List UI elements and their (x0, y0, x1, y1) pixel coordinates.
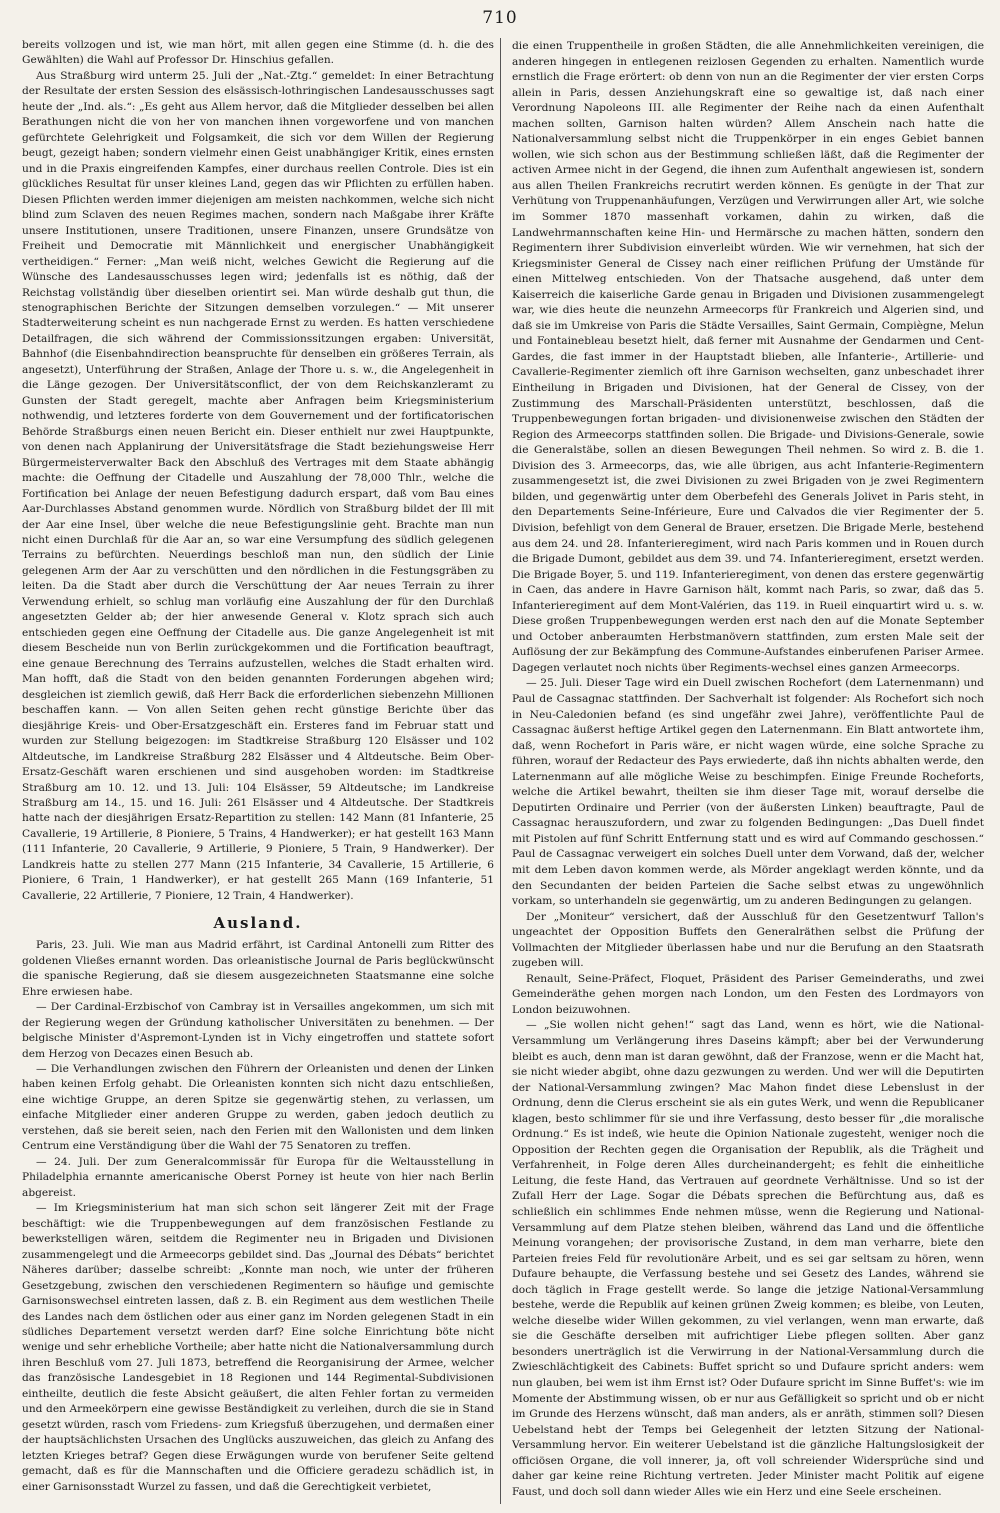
paragraph: — 25. Juli. Dieser Tage wird ein Duell zwischen Rochefort (dem Laternenmann) und Paul de Cassagnac stattfinden. Der Sachverhalt ist folgender: Als Rochefort sich noch in Neu-Caledonien befand (es sind ungefähr zwei Jahre), veröffentlichte Paul de Cassagnac äußerst heftige Artikel gegen den Laternenmann. Ein Blatt antwortete ihm, daß, wenn Rochefort in Paris wäre, er nicht wagen würde, eine solche Sprache zu führen, worauf der Redacteur des Pays erwiederte, daß ihn nichts abhalten werde, den Laternenmann auf alle mögliche Weise zu beschimpfen. Einige Freunde Rocheforts, welche die Artikel bewahrt, theilten sie ihm dieser Tage mit, worauf derselbe die Deputirten Ordinaire und Perrier (von der äußersten Linken) beauftragte, Paul de Cassagnac herauszufordern, und zwar zu folgenden Bedingungen: „Das Duell findet mit Pistolen auf fünf Schritt Entfernung statt und es wird auf Commando geschossen.“ Paul de Cassagnac verweigert ein solches Duell unter dem Vorwand, daß der, welcher mit dem Leben davon kommen werde, als Mörder angeklagt werden könnte, und da den Secundanten der beiden Parteien die Sache selbst etwas zu ungewöhnlich vorkam, so unterhandeln sie gegenwärtig, um zu anderen Bedingungen zu gelangen. (512, 676, 984, 908)
paragraph: — Im Kriegsministerium hat man sich schon seit längerer Zeit mit der Frage beschäftigt: wie die Truppenbewegungen auf dem französischen Festlande zu bewerkstelligen wären, seitdem die Regimenter neu in Brigaden und Divisionen zusammengelegt und die Armeecorps gebildet sind. Das „Journal des Débats“ berichtet Näheres darüber; dasselbe schreibt: „Konnte man noch, wie unter der früheren Gesetzgebung, zwischen den verschiedenen Regimentern so häufige und gemischte Garnisonswechsel eintreten lassen, daß z. B. ein Regiment aus dem westlichen Theile des Landes nach dem östlichen oder aus einer ganz im Norden gelegenen Stadt in ein südliches Departement versetzt werden darf? Eine solche Einrichtung böte nicht wenige und sehr erhebliche Vortheile; aber hatte nicht die Nationalversammlung durch ihren Beschluß vom 27. Juli 1873, betreffend die Reorganisirung der Armee, welcher das französische Landesgebiet in 18 Regionen und 144 Regimental-Subdivisionen eintheilte, deutlich die feste Absicht geäußert, die alten Fehler fortan zu vermeiden und den Armeekörpern eine gewisse Beständigkeit zu verleihen, durch die sie in Stand gesetzt würden, rasch vom Friedens- zum Kriegsfuß überzugehen, und dermaßen einer der hauptsächlichsten Ursachen des Unglücks auszuweichen, das gleich zu Anfang des letzten Krieges betraf? Gegen diese Erwägungen wurde von berufener Seite geltend gemacht, daß es für die Mannschaften und die Officiere geradezu schädlich ist, in einer Garnisonsstadt Wurzel zu fassen, und daß die Gerechtigkeit verbietet, (22, 1202, 494, 1493)
paragraph: — Der Cardinal-Erzbischof von Cambray ist in Versailles angekommen, um sich mit der Regierung wegen der Gründung katholischer Universitäten zu benehmen. — Der belgische Minister d'Aspremont-Lynden ist in Vichy eingetroffen und stattete sofort dem Herzog von Decazes einen Besuch ab. (22, 1001, 494, 1060)
paragraph: bereits vollzogen und ist, wie man hört, mit allen gegen eine Stimme (d. h. die des Gewählten) die Wahl auf Professor Dr. Hinschius gefallen. (22, 39, 494, 67)
paragraph: die einen Truppentheile in großen Städten, die alle Annehmlichkeiten vereinigen, die anderen hingegen in entlegenen reizlosen Gegenden zu erhalten. Namentlich wurde ernstlich die Frage erörtert: ob denn von nun an die Regimenter der vier ersten Corps allein in Paris, dessen Anziehungskraft eine so gewaltige ist, daß nach einer Verordnung Napoleons III. alle Regimenter der Reihe nach da einen Aufenthalt machen sollten, Garnison halten würden? Allem Anschein nach hatte die Nationalversammlung selbst nicht die Truppenkörper in ein enges Gebiet bannen wollen, wie sich schon aus der Bestimmung schließen läßt, daß die Regimenter der activen Armee nicht in der Gegend, die ihnen zum Aufenthalt angewiesen ist, sondern aus allen Theilen Frankreichs recrutirt werden können. Es genügte in der That zur Verhütung von Truppenanhäufungen, Verzügen und Verwirrungen aller Art, wie solche im Sommer 1870 massenhaft vorkamen, dahin zu wirken, daß die Landwehrmannschaften keine Hin- und Hermärsche zu machen hätten, sondern den Regimentern ihrer Subdivision einverleibt würden. Wie wir vernehmen, hat sich der Kriegsminister General de Cissey nach einer reiflichen Prüfung der Umstände für einen Mittelweg entschieden. Von der Thatsache ausgehend, daß unter dem Kaiserreich die kaiserliche Garde genau in Brigaden und Divisionen zusammengelegt war, wie dies heute die neunzehn Armeecorps für Frankreich und Algerien sind, und daß sie im Umkreise von Paris die Städte Versailles, Saint Germain, Compiègne, Melun und Fontainebleau besetzt hielt, daß ferner mit Ausnahme der Gendarmen und Cent-Gardes, die fast immer in der Hauptstadt blieben, alle Infanterie-, Artillerie- und Cavallerie-Regimenter ziemlich oft ihre Garnison wechselten, ganz unbeschadet ihrer Eintheilung in Brigaden und Divisionen, hat der General de Cissey, von der Zustimmung des Marschall-Präsidenten unterstützt, beschlossen, daß die Truppenbewegungen fortan brigaden- und divisionenweise zwischen den Städten der Region des Armeecorps stattfinden sollen. Die Brigade- und Divisions-Generale, sowie die Generalstäbe, sollen an diesen Bewegungen Theil nehmen. So wird z. B. die 1. Division des 3. Armeecorps, das, wie alle übrigen, aus acht Infanterie-Regimentern zusammengesetzt ist, die zwei Divisionen zu zwei Brigaden von je zwei Regimentern bilden, und gegenwärtig unter dem Oberbefehl des Generals Jolivet in Paris steht, in den Departements Seine-Inférieure, Eure und Calvados die vier Regimenter der 5. Division, befehligt von dem General de Brauer, ersetzen. Die Brigade Merle, bestehend aus dem 24. und 28. Infanterieregiment, wird nach Paris kommen und in Rouen durch die Brigade Dumont, gebildet aus dem 39. und 74. Infanterieregiment, ersetzt werden. Die Brigade Boyer, 5. und 119. Infanterieregiment, von denen das erstere gegenwärtig in Caen, das andere in Havre Garnison hält, kommt nach Paris, so zwar, daß das 5. Infanterieregiment auf dem Mont-Valérien, das 119. in Rueil einquartirt wird u. s. w. Diese großen Truppenbewegungen werden erst nach den auf die Monate September und October anberaumten Herbstmanövern stattfinden, zum ersten Male seit der Auflösung der zur Bekämpfung des Commune-Aufstandes einberufenen Pariser Armee. Dagegen verlautet noch nichts über Regiments-wechsel eines ganzen Armeecorps. (512, 39, 984, 674)
columns (22, 38, 986, 1504)
paragraph: — 24. Juli. Der zum Generalcommissär für Europa für die Weltausstellung in Philadelphia ernannte americanische Oberst Porney ist heute von hier nach Berlin abgereist. (22, 1155, 494, 1199)
paragraph: Paris, 23. Juli. Wie man aus Madrid erfährt, ist Cardinal Antonelli zum Ritter des goldenen Vließes ernannt worden. Das orleanistische Journal de Paris beglückwünscht die spanische Regierung, daß sie diesem ausgezeichneten Staatsmanne eine solche Ehre erwiesen habe. (22, 939, 494, 998)
right-column (512, 38, 984, 1504)
paragraph: Der „Moniteur“ versichert, daß der Ausschluß für den Gesetzentwurf Tallon's ungeachtet der Opposition Buffets den Generalräthen selbst die Prüfung der Vollmachten der Mitglieder überlassen habe und nur die Berufung an den Staatsrath zugeben will. (512, 909, 984, 970)
paragraph: Renault, Seine-Präfect, Floquet, Präsident des Pariser Gemeinderaths, und zwei Gemeinderäthe gehen morgen nach London, um den Festen des Lordmayors von London beizuwohnen. (512, 971, 984, 1016)
paragraph: Aus Straßburg wird unterm 25. Juli der „Nat.-Ztg.“ gemeldet: In einer Betrachtung der Resultate der ersten Session des elsässisch-lothringischen Landesausschusses sagt heute der „Ind. als.“: „Es geht aus Allem hervor, daß die Mitglieder desselben bei allen Berathungen nicht die von her von manchen ihnen vorgeworfene und von manchen gefürchtete Gelehrigkeit und Folgsamkeit, die sich vor dem Willen der Regierung beugt, gezeigt haben; sondern vielmehr einen Geist unabhängiger Kritik, eines ernsten und in die Praxis eingreifenden Kampfes, einer durchaus reellen Controle. Dies ist ein glückliches Resultat für unser kleines Land, gegen das wir Pflichten zu erfüllen haben. Diesen Pflichten werden immer diejenigen am meisten nachkommen, welche sich nicht blind zum Sclaven des neuen Regimes machen, sondern nach Maßgabe ihrer Kräfte unsere Institutionen, unsere Traditionen, unsere Finanzen, unsere Grundsätze von Freiheit und Democratie mit Männlichkeit und energischer Unabhängigkeit vertheidigen.“ Ferner: „Man weiß nicht, welches Gewicht die Regierung auf die Wünsche des Landesausschusses legen wird; jedenfalls ist es nöthig, daß der Reichstag vollständig über dieselben orientirt sei. Man würde deshalb gut thun, die stenographischen Berichte der Sitzungen demselben vorzulegen.“ — Mit unserer Stadterweiterung scheint es nun nachgerade Ernst zu werden. Es hatten verschiedene Detailfragen, die sich während der Commissionssitzungen ergaben: Universität, Bahnhof (die Eisenbahndirection beanspruchte für denselben ein größeres Terrain, als angesetzt), Unterführung der Straßen, Anlage der Thore u. s. w., die Angelegenheit in die Länge gezogen. Der Universitätsconflict, der von dem Reichskanzleramt zu Gunsten der Stadt geregelt, machte aber Anfragen beim Kriegsministerium nothwendig, und letzteres forderte von dem Gouvernement und der fortificatorischen Behörde Straßburgs einen neuen Bericht ein. Dieser enthielt nur zwei Hauptpunkte, von denen nach Applanirung der Universitätsfrage die Stadt beziehungsweise Herr Bürgermeisterverwalter Back den Abschluß des Vertrages mit dem Staate abhängig machte: die Oeffnung der Citadelle und Auszahlung der 78,000 Thlr., welche die Fortification bei Anlage der neuen Befestigung dadurch erspart, daß vom Bau eines Aar-Durchlasses Abstand genommen wurde. Nördlich von Straßburg bildet der Ill mit der Aar eine Insel, über welche die neue Befestigungslinie geht. Brachte man nun nicht einen Durchlaß für die Aar an, so war eine Versumpfung des südlich gelegenen Terrains zu befürchten. Neuerdings beschloß man nun, den südlich der Linie gelegenen Arm der Aar zu verschütten und den nördlichen in die Festungsgräben zu leiten. Da die Stadt aber durch die Verschüttung der Aar neues Terrain zu ihrer Verwendung erhielt, so schlug man vorläufig eine Auszahlung der für den Durchlaß angesetzten Gelder ab; der hier anwesende General v. Klotz sprach sich auch entschieden gegen eine Oeffnung der Citadelle aus. Die ganze Angelegenheit ist mit diesem Bescheide nun von Berlin zurückgekommen und die Fortification beauftragt, eine genaue Berechnung des Terrains aufzustellen, welches die Stadt erhalten wird. Man hofft, daß die Stadt von den beiden genannten Forderungen abgehen wird; desgleichen ist ziemlich gewiß, daß Herr Back die erforderlichen siebenzehn Millionen beschaffen kann. — Von allen Seiten gehen recht günstige Berichte über das diesjährige Kreis- und Ober-Ersatzgeschäft ein. Ersteres fand im Februar statt und wurden zur Stellung beigezogen: im Stadtkreise Straßburg 120 Elsässer und 102 Altdeutsche, im Landkreise Straßburg 282 Elsässer und 4 Altdeutsche. Beim Ober-Ersatz-Geschäft waren erschienen und sind ausgehoben worden: im Stadtkreise Straßburg am 10. 12. und 13. Juli: 104 Elsässer, 59 Altdeutsche; im Landkreise Straßburg am 14., 15. und 16. Juli: 261 Elsässer und 4 Altdeutsche. Der Stadtkreis hatte nach der diesjährigen Ersatz-Repartition zu stellen: 142 Mann (81 Infanterie, 25 Cavallerie, 19 Artillerie, 8 Pioniere, 5 Trains, 4 Handwerker); er hat gestellt 163 Mann (111 Infanterie, 20 Cavallerie, 9 Artillerie, 9 Pioniere, 5 Train, 9 Handwerker). Der Landkreis hatte zu stellen 277 Mann (215 Infanterie, 34 Cavallerie, 15 Artillerie, 6 Pioniere, 6 Train, 1 Handwerker), er hat gestellt 265 Mann (169 Infanterie, 51 Cavallerie, 22 Artillerie, 7 Pioniere, 12 Train, 4 Handwerker). (22, 69, 494, 902)
page-number: 710 (482, 8, 518, 28)
section-heading: Ausland. (213, 914, 303, 933)
paragraph: — Die Verhandlungen zwischen den Führern der Orleanisten und denen der Linken haben keinen Erfolg gehabt. Die Orleanisten konnten sich nicht dazu entschließen, eine wichtige Gruppe, an deren Spitze sie gegenwärtig stehen, zu verlassen, um einfache Mitglieder einer anderen Gruppe zu werden, gaben jedoch deutlich zu verstehen, daß sie bereit seien, nach den Ferien mit den Wallonisten und dem linken Centrum eine Verständigung über die Wahl der 75 Senatoren zu treffen. (22, 1063, 494, 1153)
paragraph: — „Sie wollen nicht gehen!“ sagt das Land, wenn es hört, wie die National-Versammlung um Verlängerung ihres Daseins kämpft; aber bei der Verwunderung bleibt es auch, denn man ist daran gewöhnt, daß der Franzose, wenn er die Macht hat, sie nicht wieder abgibt, ohne dazu gezwungen zu werden. Und wer will die Deputirten der National-Versammlung zwingen? Mac Mahon findet diese Lebenslust in der Ordnung, denn die Clerus erscheint sie als ein gutes Werk, und wenn die Republicaner klagen, besto schlimmer für sie und ihre Verfassung, desto besser für „die moralische Ordnung.“ Es ist indeß, wie heute die Opinion Nationale zugesteht, weniger noch die Opposition der Rechten gegen die Organisation der Republik, als die Trägheit und Verfahrenheit, in Folge deren Alles durcheinandergeht; es fehlt die einheitliche Leitung, die feste Hand, das Vertrauen auf geordnete Verhältnisse. Und so ist der Zufall Herr der Lage. Sogar die Débats sprechen die Befürchtung aus, daß es schließlich ein schlimmes Ende nehmen müsse, wenn die Regierung und National-Versammlung auf dem Platze stehen bleiben, während das Land und die öffentliche Meinung vorangehen; der provisorische Zustand, in dem man verharre, biete den Parteien freies Feld für revolutionäre Arbeit, und es sei gar seltsam zu hören, wenn Dufaure behaupte, die Verfassung bestehe und sei Gesetz des Landes, während sie doch täglich in Frage gestellt werde. So lange die jetzige National-Versammlung bestehe, werde die Republik auf keinen grünen Zweig kommen; es bleibe, von Leuten, welche dieselbe wider Willen gekommen, zu viel verlangen, wenn man erwarte, daß sie die Geschäfte derselben mit aufrichtiger Liebe pflegen sollten. Aber ganz besonders unerträglich ist die Verwirrung in der National-Versammlung durch die Zwieschlächtigkeit des Cabinets: Buffet spricht so und Dufaure spricht anders: wem nun glauben, bei wem ist ihm Ernst ist? Oder Dufaure spricht im Sinne Buffet's: wie im Momente der Abstimmung wissen, ob er nur aus Gefälligkeit so spricht und ob er nicht im Grunde des Herzens wünscht, daß man anders, als er anräth, stimmen soll? Diesen Uebelstand hebt der Temps bei Gelegenheit der letzten Sitzung der National-Versammlung hervor. Ein weiterer Uebelstand ist die gänzliche Haltungslosigkeit der officiösen Organe, die voll innerer, ja, oft voll schreiender Widersprüche sind und daher gar keine reine Richtung vertreten. Jeder Minister macht Politik auf eigene Faust, und doch soll dann wieder Alles wie ein Herz und eine Seele erscheinen. (512, 1018, 984, 1498)
left-column (22, 38, 494, 1504)
